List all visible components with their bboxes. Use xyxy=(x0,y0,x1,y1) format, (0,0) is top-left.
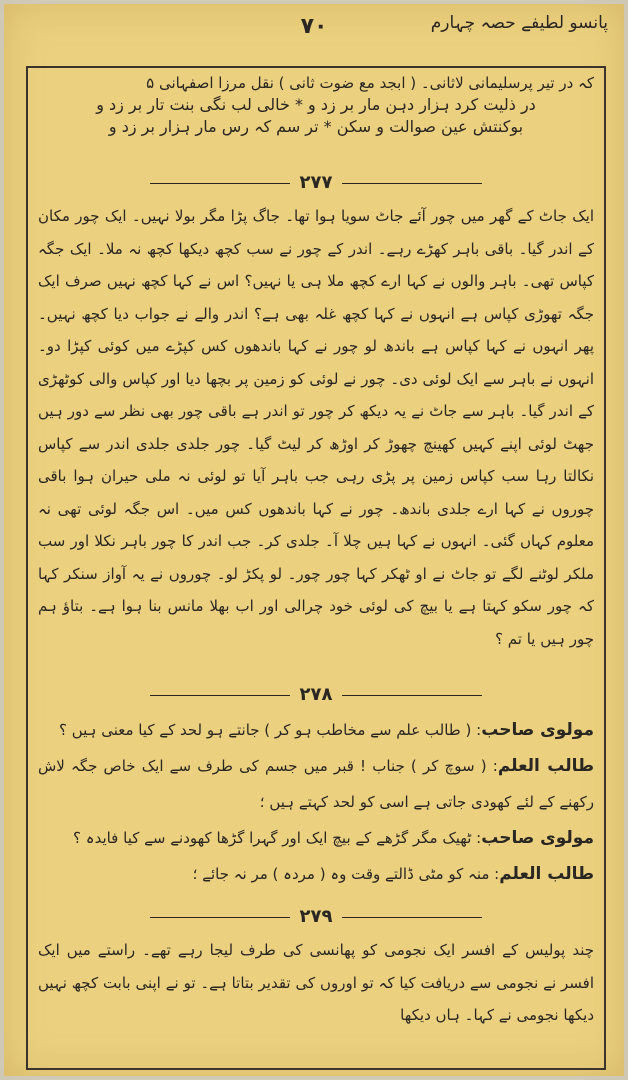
text-frame xyxy=(26,66,606,1070)
intro-verse xyxy=(38,72,594,138)
speaker-name: طالب العلم xyxy=(497,756,594,776)
speaker-name: مولوی صاحب xyxy=(481,720,594,740)
section-number: ۲۷۹ xyxy=(28,906,604,927)
couplet-line: بوکنتش عین صوالت و سکن * تر سم کہ رس مار ہزار بر زد و xyxy=(108,117,524,136)
dialog-line: مولوی صاحب: ( طالب علم سے مخاطب ہو کر ) جانتے ہو لحد کے کیا معنی ہیں ؟ xyxy=(59,720,594,740)
dialog-text: ٹھیک مگر گڑھے کے بیچ ایک اور گہرا گڑھا کھودنے سے کیا فایدہ ؟ xyxy=(73,829,472,847)
dialog-line: مولوی صاحب: ٹھیک مگر گڑھے کے بیچ ایک اور گہرا گڑھا کھودنے سے کیا فایدہ ؟ xyxy=(73,828,594,848)
dialog-line: طالب العلم: ( سوچ کر ) جناب ! قبر میں جسم کی طرف سے ایک خاص جگہ لاش رکھنے کے لئے کھودی جاتی ہے اسی کو لحد کہتے ہیں ؛ xyxy=(38,756,594,811)
intro-line: کہ در تیر پرسلیمانی لاثانی۔ ( ابجد مع ضوت ثانی ) نقل مرزا اصفہانی ۵ xyxy=(146,74,594,92)
section-number: ۲۷۷ xyxy=(28,172,604,193)
dialog-block xyxy=(38,712,594,892)
dialog-text: ( سوچ کر ) جناب ! قبر میں جسم کی طرف سے ایک خاص جگہ لاش رکھنے کے لئے کھودی جاتی ہے اسی کو لحد کہتے ہیں ؛ xyxy=(38,757,594,811)
speaker-name: طالب العلم xyxy=(499,864,594,884)
dialog-text: ( طالب علم سے مخاطب ہو کر ) جانتے ہو لحد کے کیا معنی ہیں ؟ xyxy=(59,721,472,739)
couplet-line: در ذلیت کرد ہزار دہن مار بر زد و * خالی لب نگی بنت تار بر زد و xyxy=(96,95,536,114)
section-number: ۲۷۸ xyxy=(28,684,604,705)
speaker-name: مولوی صاحب xyxy=(481,828,594,848)
running-head: پانسو لطیفے حصہ چہارم xyxy=(430,13,608,33)
page-number: ۷۰ xyxy=(300,14,328,39)
dialog-line: طالب العلم: منہ کو مٹی ڈالتے وقت وہ ( مردہ ) مر نہ جائے ؛ xyxy=(192,864,594,884)
anecdote-text: چند پولیس کے افسر ایک نجومی کو پھانسی کی طرف لیجا رہے تھے۔ راستے میں ایک افسر نے نجومی سے دریافت کیا کہ تو اوروں کی تقدیر بتاتا ہے۔ تو نے اپنی بابت کچھ نہیں دیکھا نجومی نے کہا۔ ہاں دیکھا xyxy=(38,941,594,1024)
book-page xyxy=(4,4,624,1076)
dialog-text: منہ کو مٹی ڈالتے وقت وہ ( مردہ ) مر نہ جائے ؛ xyxy=(192,865,490,883)
anecdote-text: ایک جاٹ کے گھر میں چور آئے جاٹ سویا ہوا تھا۔ جاگ پڑا مگر بولا نہیں۔ ایک چور مکان کے اندر گیا۔ باقی باہر کھڑے رہے۔ اندر کے چور نے سب کچھ دیکھا کچھ نہ ملا۔ ایک جگہ کپاس تھی۔ باہر والوں نے کہا ارے کچھ ملا ہی یا نہیں؟ اس نے کہا کچھ نہیں صرف ایک جگہ تھوڑی کپاس ہے انہوں نے کہا کچھ غلہ بھی ہے؟ اندر والے نے جواب دیا کچھ نہیں۔ پھر انہوں نے کہا کپاس ہے باندھ لو چور نے کہا باندھوں کس کپڑے میں کوئی کپڑا دو۔ انہوں نے باہر سے ایک لوئی دی۔ چور نے لوئی کو زمین پر بچھا دیا اور کپاس والی کوٹھڑی کے اندر گیا۔ باہر سے جاٹ نے یہ دیکھ کر چور تو اندر ہے باقی چور بھی نظر سے دور ہیں جھٹ لوئی اپنے کہیں کھینچ چھوڑ کر اوڑھ کر لیٹ گیا۔ چور جلدی جلدی اندر سے کپاس نکالتا رہا سب کپاس زمین پر پڑی رہی جب باہر آیا تو لوئی نہ ملی حیران ہوا باقی چوروں نے کہا ارے جلدی باندھ۔ چور نے کہا باندھوں کس میں۔ اس جگہ لوئی تھی نہ معلوم کہاں گئی۔ انہوں نے کہا ہیں چلا آ۔ جلدی کر۔ جب اندر کا چور باہر نکلا اور سب ملکر لوٹنے لگے تو جاٹ نے او ٹھکر کہا چور چور۔ لو پکڑ لو۔ چوروں نے یہ آواز سنکر کہا کہ چور سکو کہتا ہے یا بیچ کی لوئی خود چرالی اور اب بھلا مانس بنا ہوا ہے۔ بتاؤ ہم چور ہیں یا تم ؟ xyxy=(38,207,594,648)
